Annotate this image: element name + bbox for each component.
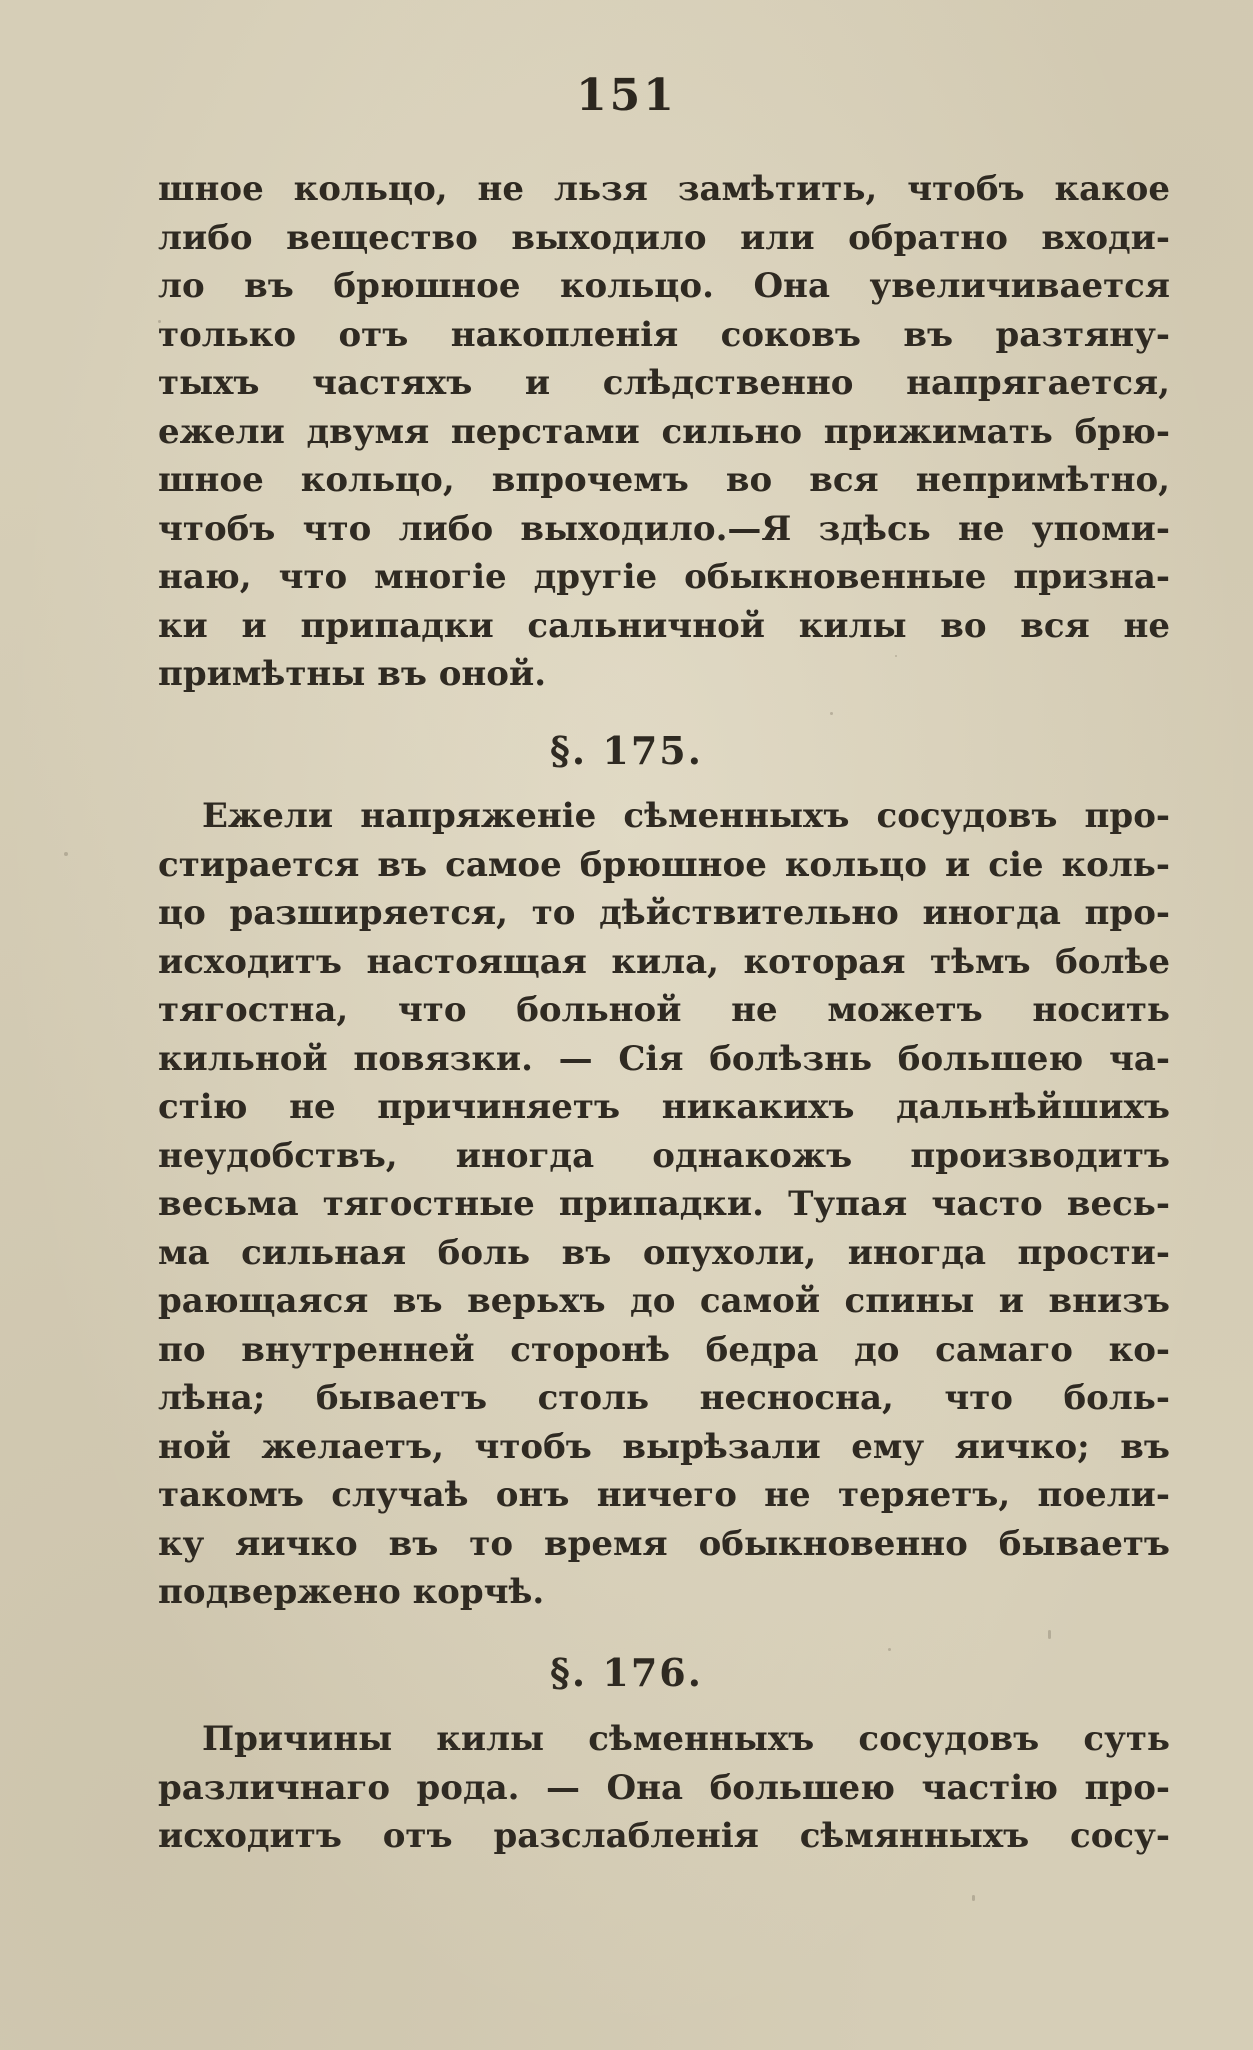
text-line: лѣна; бываетъ столь несносна, что боль- <box>158 1378 1170 1418</box>
text-line: тягостна, что больной не можетъ носить <box>158 990 1170 1030</box>
text-line: чтобъ что либо выходило.—Я здѣсь не упоми- <box>158 508 1170 549</box>
text-line: либо вещество выходило или обратно входи- <box>158 217 1170 258</box>
text-line: наю, что многіе другіе обыкновенные призна- <box>158 557 1170 597</box>
section-heading-176: §. 176. <box>550 1650 703 1695</box>
text-line: только отъ накопленія соковъ въ разтяну- <box>158 314 1170 355</box>
text-line: различнаго рода. — Она большею частію про- <box>158 1767 1170 1808</box>
text-line: такомъ случаѣ онъ ничего не теряетъ, поели- <box>158 1475 1170 1515</box>
text-line: примѣтны въ оной. <box>158 654 547 694</box>
text-line: весьма тягостные припадки. Тупая часто весь- <box>158 1184 1170 1224</box>
text-line: Причины килы сѣменныхъ сосудовъ суть <box>202 1719 1170 1759</box>
paper-speck <box>888 1648 891 1651</box>
text-line: ки и припадки сальничной килы во вся не <box>158 605 1170 646</box>
text-line: неудобствъ, иногда однакожъ производитъ <box>158 1135 1170 1176</box>
paper-speck <box>830 712 833 715</box>
text-line: стирается въ самое брюшное кольцо и сіе коль- <box>158 844 1170 885</box>
paper-speck <box>158 320 161 323</box>
text-line: Ежели напряженіе сѣменныхъ сосудовъ про- <box>202 796 1170 836</box>
text-line: ло въ брюшное кольцо. Она увеличивается <box>158 266 1170 306</box>
section-176-body <box>158 1715 1170 1861</box>
paragraph-continuation <box>158 165 1170 699</box>
text-line: по внутренней сторонѣ бедра до самаго ко- <box>158 1329 1170 1370</box>
text-line: ма сильная боль въ опухоли, иногда прости- <box>158 1232 1170 1273</box>
section-175-body <box>158 792 1170 1617</box>
text-line: шное кольцо, не льзя замѣтить, чтобъ какое <box>158 169 1170 209</box>
text-line: кильной повязки. — Сія болѣзнь большею ча- <box>158 1038 1170 1079</box>
text-line: ку яичко въ то время обыкновенно бываетъ <box>158 1523 1170 1564</box>
text-line: цо разширяется, то дѣйствительно иногда про- <box>158 893 1170 933</box>
text-line: исходитъ настоящая кила, которая тѣмъ болѣе <box>158 941 1170 982</box>
paper-speck <box>1048 1630 1051 1639</box>
paper-speck <box>64 852 68 856</box>
text-line: ежели двумя перстами сильно прижимать брю- <box>158 411 1170 452</box>
paper-speck <box>972 1895 975 1901</box>
text-line: тыхъ частяхъ и слѣдственно напрягается, <box>158 363 1170 403</box>
section-heading-175: §. 175. <box>550 728 703 773</box>
text-line: шное кольцо, впрочемъ во вся непримѣтно, <box>158 460 1170 500</box>
text-line: рающаяся въ верьхъ до самой спины и внизъ <box>158 1281 1170 1321</box>
page-number: 151 <box>576 70 677 121</box>
paper-speck <box>895 655 897 657</box>
text-line: исходитъ отъ разслабленія сѣмянныхъ сосу- <box>158 1816 1170 1856</box>
text-line: подвержено корчѣ. <box>158 1572 545 1612</box>
text-line: стію не причиняетъ никакихъ дальнѣйшихъ <box>158 1087 1170 1127</box>
text-line: ной желаетъ, чтобъ вырѣзали ему яичко; въ <box>158 1426 1170 1467</box>
